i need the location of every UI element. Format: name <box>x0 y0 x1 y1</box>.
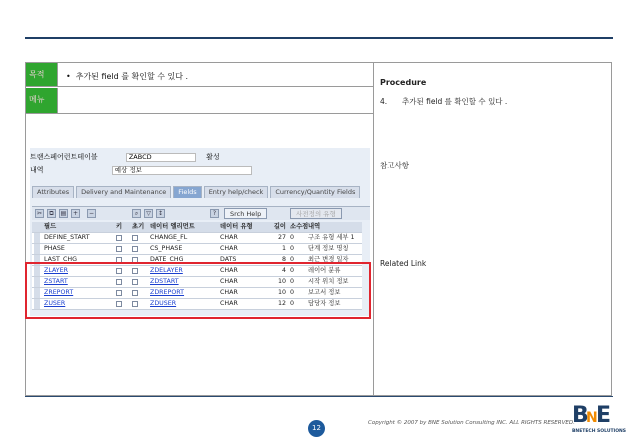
col-field: 필드 <box>44 223 57 230</box>
length-cell: 12 <box>277 300 286 307</box>
field-cell: PHASE <box>44 245 65 252</box>
data-element-cell: CS_PHASE <box>150 245 183 252</box>
decimals-cell: 0 <box>290 289 295 296</box>
table-row[interactable] <box>32 244 362 255</box>
copyright-text: Copyright © 2007 by BNE Solution Consulting INC. ALL RIGHTS RESERVED. <box>368 420 575 426</box>
description-cell: 최근 변경 일자 <box>308 256 349 263</box>
copy-icon[interactable]: ⧉ <box>47 209 56 218</box>
table-row[interactable] <box>32 233 362 244</box>
data-type-cell: CHAR <box>220 300 238 307</box>
col-decimals: 소수점 <box>290 223 309 230</box>
data-type-cell: CHAR <box>220 278 238 285</box>
logo-letter-e: E <box>596 403 612 428</box>
page-number: 12 <box>308 420 325 437</box>
cut-icon[interactable]: ✂ <box>36 210 43 217</box>
purpose-row <box>26 63 373 87</box>
tab-fields[interactable]: Fields <box>173 186 201 198</box>
col-length: 길이 <box>273 223 286 230</box>
description-cell: 레이어 분류 <box>308 267 341 274</box>
data-element-cell[interactable]: ZDELAYER <box>150 267 183 274</box>
logo-subtitle: BNETECH SOLUTIONS <box>572 429 627 434</box>
length-cell: 10 <box>277 289 286 296</box>
field-cell[interactable]: ZSTART <box>44 278 68 285</box>
length-cell: 1 <box>281 245 286 252</box>
menu-label: 메뉴 <box>26 88 58 113</box>
procedure-title: Procedure <box>380 78 427 87</box>
select-all-cell[interactable] <box>34 222 40 232</box>
length-cell: 10 <box>277 278 286 285</box>
decimals-cell: 0 <box>290 245 295 252</box>
menu-row <box>26 88 373 114</box>
bne-logo <box>572 403 627 438</box>
field-cell: DEFINE_START <box>44 234 90 241</box>
description-cell: 단계 정보 명칭 <box>308 245 349 252</box>
data-element-cell: DATE_CHG <box>150 256 184 263</box>
reference-label: 참고사항 <box>380 161 409 170</box>
filter-icon[interactable]: ▽ <box>144 209 153 218</box>
top-rule <box>25 37 613 39</box>
sort-icon[interactable]: ↕ <box>157 210 164 217</box>
col-initial: 초기 <box>132 223 145 230</box>
decimals-cell: 0 <box>290 234 295 241</box>
col-data-type: 데이터 유형 <box>220 223 253 230</box>
description-cell: 시작 위치 정보 <box>308 278 349 285</box>
structure-line <box>30 152 220 162</box>
step-number: 4. <box>380 97 388 106</box>
purpose-description: 추가된 field 를 확인할 수 있다 . <box>75 72 189 81</box>
field-cell[interactable]: ZLAYER <box>44 267 68 274</box>
insert-row-icon[interactable]: + <box>72 210 79 217</box>
structure-input[interactable]: ZABCD <box>126 153 196 162</box>
description-cell: 구조 유형 세부 1 <box>308 234 355 241</box>
field-cell[interactable]: ZUSER <box>44 300 66 307</box>
data-type-cell: CHAR <box>220 245 238 252</box>
predefined-type-button[interactable]: 사전정의 유형 <box>290 208 342 219</box>
decimals-cell: 0 <box>290 256 295 263</box>
field-cell[interactable]: ZREPORT <box>44 289 74 296</box>
bullet-icon: • <box>66 72 71 81</box>
length-cell: 27 <box>277 234 286 241</box>
col-key: 키 <box>116 223 123 230</box>
logo-letter-n: N <box>586 410 598 426</box>
table-toolbar <box>32 206 370 220</box>
purpose-label: 목적 <box>26 63 58 86</box>
table-header-row <box>32 222 362 233</box>
paste-icon[interactable]: ▤ <box>60 210 67 217</box>
related-link-label: Related Link <box>380 259 427 268</box>
find-icon[interactable]: ⌕ <box>132 209 141 218</box>
data-element-cell: CHANGE_FL <box>150 234 188 241</box>
procedure-step <box>380 96 507 107</box>
purpose-text <box>66 71 188 82</box>
decimals-cell: 0 <box>290 278 295 285</box>
length-cell: 4 <box>281 267 286 274</box>
status-text: 활성 <box>206 153 220 161</box>
bottom-rule <box>25 396 613 397</box>
col-data-element: 데이터 엘리먼트 <box>150 223 195 230</box>
tab-delivery-maintenance[interactable]: Delivery and Maintenance <box>76 186 171 198</box>
row-selector[interactable] <box>34 244 40 254</box>
data-type-cell: DATS <box>220 256 237 263</box>
length-cell: 8 <box>281 256 286 263</box>
decimals-cell: 0 <box>290 267 295 274</box>
description-cell: 담당자 정보 <box>308 300 341 307</box>
short-desc-line <box>30 165 252 175</box>
srch-help-button[interactable]: Srch Help <box>224 208 267 219</box>
col-description: 내역 <box>308 223 321 230</box>
highlight-box <box>25 262 371 319</box>
column-divider <box>373 62 374 396</box>
structure-label: 트랜스페어런트테이블 <box>30 153 98 161</box>
logo-letter-b: B <box>572 403 589 428</box>
field-cell: LAST_CHG <box>44 256 77 263</box>
description-cell: 보고서 정보 <box>308 289 341 296</box>
step-text: 추가된 field 를 확인할 수 있다 . <box>402 97 508 106</box>
data-type-cell: CHAR <box>220 267 238 274</box>
tab-attributes[interactable]: Attributes <box>32 186 74 198</box>
tab-currency-quantity[interactable]: Currency/Quantity Fields <box>270 186 360 198</box>
tab-entry-help[interactable]: Entry help/check <box>204 186 269 198</box>
tab-strip <box>32 186 362 198</box>
row-selector[interactable] <box>34 233 40 243</box>
delete-row-icon[interactable]: − <box>88 210 95 217</box>
decimals-cell: 0 <box>290 300 295 307</box>
search-help-icon[interactable]: ? <box>210 209 219 218</box>
data-type-cell: CHAR <box>220 289 238 296</box>
data-element-cell[interactable]: ZDSTART <box>150 278 179 285</box>
data-element-cell[interactable]: ZDUSER <box>150 300 177 307</box>
data-type-cell: CHAR <box>220 234 238 241</box>
data-element-cell[interactable]: ZDREPORT <box>150 289 185 296</box>
short-desc-label: 내역 <box>30 166 44 174</box>
short-desc-input[interactable]: 예상 정보 <box>112 166 252 175</box>
